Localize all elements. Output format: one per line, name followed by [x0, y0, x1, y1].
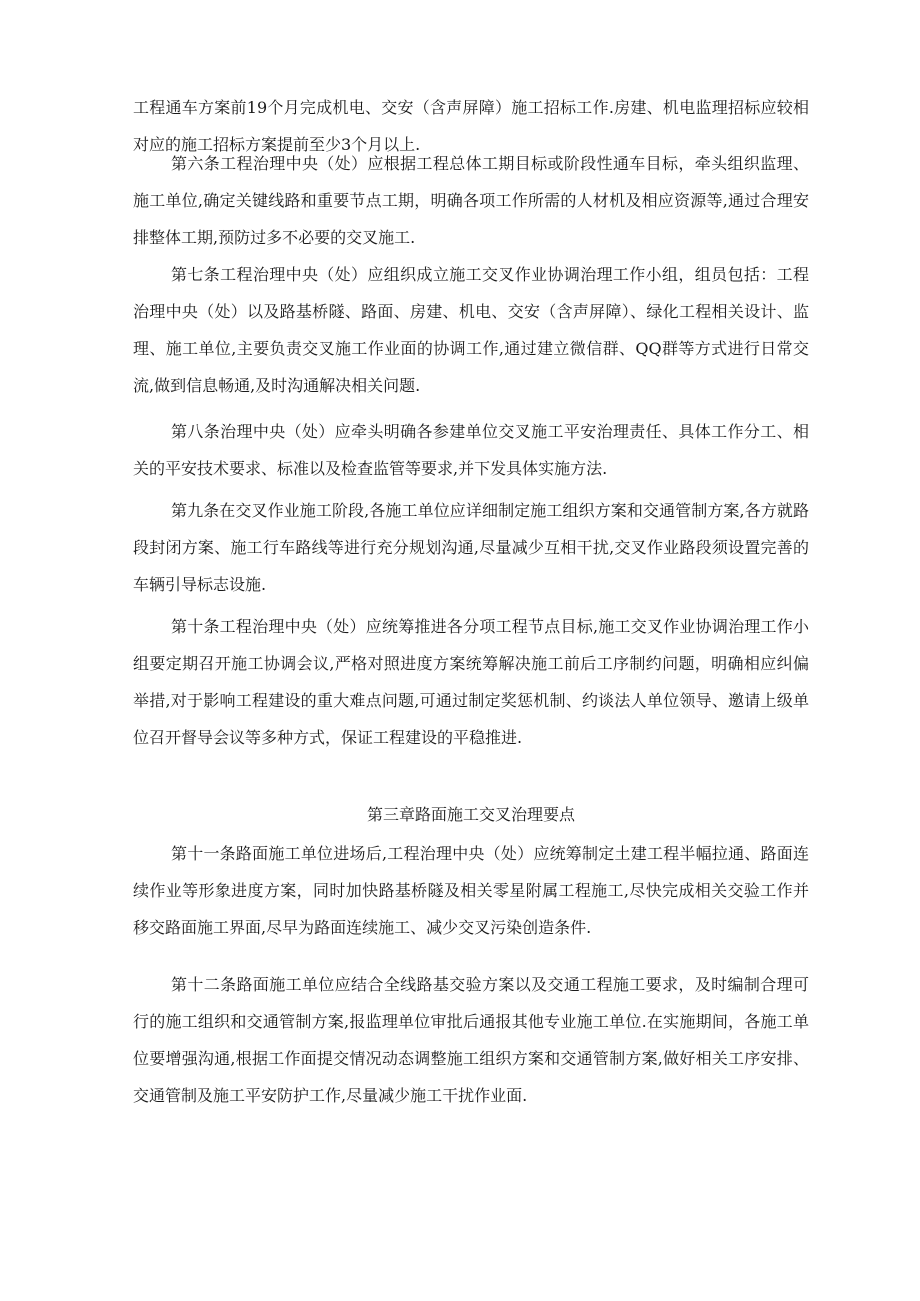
paragraph-article-11: 第十一条路面施工单位进场后,工程治理中央（处）应统筹制定土建工程半幅拉通、路面连续作业等形象进度方案，同时加快路基桥隧及相关零星附属工程施工,尽快完成相关交验工作并移交路面施工界面,尽早为路面连续施工、减少交叉污染创造条件. [133, 844, 809, 937]
chapter-heading: 第三章路面施工交叉治理要点 [366, 805, 575, 824]
paragraph-article-7: 第七条工程治理中央（处）应组织成立施工交叉作业协调治理工作小组，组员包括：工程治理中央（处）以及路基桥隧、路面、房建、机电、交安（含声屏障）、绿化工程相关设计、监理、施工单位,主要负责交叉施工作业面的协调工作,通过建立微信群、QQ群等方式进行日常交流,做到信息畅通,及时沟通解决相关问题. [133, 265, 809, 395]
paragraph-article-6: 第六条工程治理中央（处）应根据工程总体工期目标或阶段性通车目标，牵头组织监理、施工单位,确定关键线路和重要节点工期，明确各项工作所需的人材机及相应资源等,通过合理安排整体工期,预防过多不必要的交叉施工. [133, 154, 809, 247]
paragraph-article-12: 第十二条路面施工单位应结合全线路基交验方案以及交通工程施工要求，及时编制合理可行的施工组织和交通管制方案,报监理单位审批后通报其他专业施工单位.在实施期间，各施工单位要增强沟通,根据工作面提交情况动态调整施工组织方案和交通管制方案,做好相关工序安排、交通管制及施工平安防护工作,尽量减少施工干扰作业面. [133, 975, 809, 1105]
paragraph-continuation: 工程通车方案前19个月完成机电、交安（含声屏障）施工招标工作.房建、机电监理招标应较相对应的施工招标方案提前至少3个月以上. [133, 98, 809, 154]
paragraph-article-9: 第九条在交叉作业施工阶段,各施工单位应详细制定施工组织方案和交通管制方案,各方就路段封闭方案、施工行车路线等进行充分规划沟通,尽量减少互相干扰,交叉作业路段须设置完善的车辆引导标志设施. [133, 501, 809, 594]
paragraph-article-10: 第十条工程治理中央（处）应统筹推进各分项工程节点目标,施工交叉作业协调治理工作小组要定期召开施工协调会议,严格对照进度方案统筹解决施工前后工序制约问题，明确相应纠偏举措,对于影响工程建设的重大难点问题,可通过制定奖惩机制、约谈法人单位领导、邀请上级单位召开督导会议等多种方式，保证工程建设的平稳推进. [133, 617, 809, 747]
paragraph-article-8: 第八条治理中央（处）应牵头明确各参建单位交叉施工平安治理责任、具体工作分工、相关的平安技术要求、标准以及检查监管等要求,并下发具体实施方法. [133, 422, 809, 478]
